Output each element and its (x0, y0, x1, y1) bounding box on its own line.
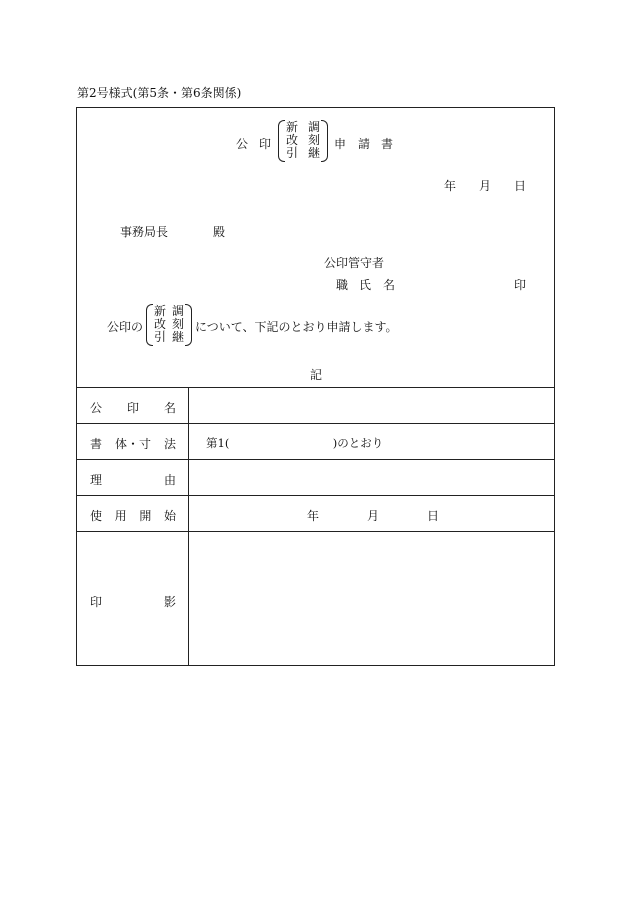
table-column-divider (188, 387, 189, 666)
label-char: 公 (90, 401, 103, 415)
label-char: 名 (163, 401, 176, 415)
applicant-field-char-1: 職 (336, 278, 349, 292)
label-char: 書 (90, 437, 103, 451)
table-row-font-size-value: 第1( )のとおり (206, 436, 384, 450)
title-suffix-char-2: 請 (358, 137, 371, 151)
table-top-border (76, 387, 555, 388)
title-option-shin: 新 (286, 120, 299, 134)
title-prefix-char-2: 印 (259, 137, 272, 151)
statement-option-shin: 新 (154, 304, 167, 318)
label-char: 法 (163, 437, 176, 451)
label-char: 用 (114, 509, 127, 523)
start-month-label: 月 (367, 509, 380, 523)
title-option-koku: 刻 (307, 133, 320, 147)
table-row-divider-3 (76, 495, 555, 496)
statement-option-tsugi: 継 (171, 330, 184, 344)
table-row-font-size-label (90, 435, 176, 452)
form-number-label: 第2号様式(第5条・第6条関係) (77, 86, 242, 100)
table-row-divider-2 (76, 459, 555, 460)
label-char: 理 (90, 473, 103, 487)
table-row-reason-label (90, 471, 176, 488)
addressee-name: 事務局長 (120, 225, 169, 239)
statement-option-koku: 刻 (171, 317, 184, 331)
label-char: 影 (163, 595, 176, 609)
label-char: 印 (90, 595, 103, 609)
table-row-start-label (90, 507, 176, 524)
applicant-role: 公印管守者 (324, 256, 385, 270)
statement-option-cho: 調 (171, 304, 184, 318)
title-suffix-char-3: 書 (381, 137, 394, 151)
title-option-cho: 調 (307, 120, 320, 134)
applicant-field-char-3: 名 (383, 278, 396, 292)
applicant-seal-mark: 印 (514, 278, 527, 292)
date-month-label: 月 (479, 179, 492, 193)
table-row-divider-4 (76, 531, 555, 532)
title-suffix-char-1: 申 (334, 137, 347, 151)
label-char: 体・寸 (114, 437, 151, 451)
label-char: 使 (90, 509, 103, 523)
statement-option-hiki: 引 (154, 330, 167, 344)
label-char: 開 (139, 509, 152, 523)
table-row-divider-1 (76, 423, 555, 424)
start-day-label: 日 (427, 509, 440, 523)
date-day-label: 日 (514, 179, 527, 193)
applicant-field-char-2: 氏 (359, 278, 372, 292)
title-option-tsugi: 継 (307, 146, 320, 160)
title-option-kai: 改 (286, 133, 299, 147)
label-char: 始 (163, 509, 176, 523)
title-prefix-char-1: 公 (236, 137, 249, 151)
ki-label: 記 (310, 368, 323, 382)
date-year-label: 年 (444, 179, 457, 193)
statement-prefix: 公印の (107, 320, 144, 334)
title-option-hiki: 引 (286, 146, 299, 160)
statement-option-kai: 改 (154, 317, 167, 331)
addressee-honorific: 殿 (213, 225, 226, 239)
start-year-label: 年 (307, 509, 320, 523)
statement-bracket-options (146, 304, 192, 346)
title-bracket-options (278, 120, 328, 162)
table-row-seal-name-label (90, 399, 176, 416)
label-char: 印 (126, 401, 139, 415)
statement-suffix: について、下記のとおり申請します。 (195, 320, 398, 334)
table-row-impression-label (90, 593, 176, 610)
label-char: 由 (163, 473, 176, 487)
